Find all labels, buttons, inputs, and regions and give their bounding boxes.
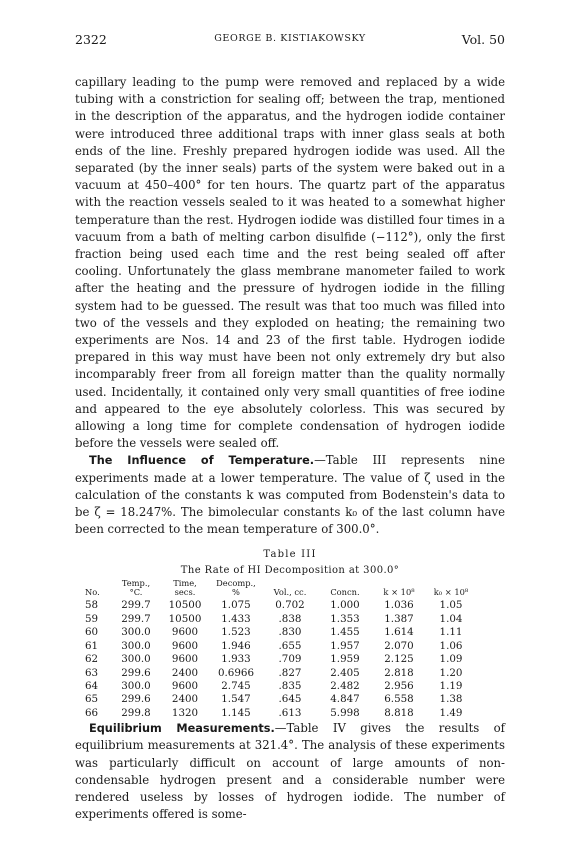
col-header-k: k × 10⁸ (383, 587, 415, 598)
col-header-vol: Vol., cc. (273, 587, 307, 598)
table-cell: 63 (85, 666, 99, 679)
table-body (85, 599, 477, 720)
table-cell: 300.0 (121, 626, 151, 639)
table-cell: .830 (278, 626, 302, 639)
table-row (85, 693, 477, 706)
table-label: Table III (263, 549, 317, 561)
table-cell: 1.49 (439, 706, 463, 719)
col-header-no: No. (85, 587, 100, 598)
table-cell: 1.353 (330, 612, 360, 625)
table-cell: .613 (278, 706, 302, 719)
table-cell: 2.070 (384, 639, 414, 652)
table-cell: 1320 (171, 706, 199, 719)
table-cell: 1.455 (330, 626, 360, 639)
table-cell: .827 (278, 666, 302, 679)
table-row (85, 653, 477, 666)
table-cell: 1.036 (384, 599, 414, 612)
table-cell: 1.20 (439, 666, 463, 679)
table-cell: 1.38 (439, 693, 463, 706)
table-cell: 1.06 (439, 639, 463, 652)
table-row (85, 613, 477, 626)
section-heading-temperature: The Influence of Temperature. (89, 454, 315, 468)
paragraph-temperature (75, 452, 505, 538)
table-cell: 1.959 (330, 653, 360, 666)
table-cell: 6.558 (384, 693, 414, 706)
table-cell: .838 (278, 612, 302, 625)
table-cell: 1.11 (439, 626, 463, 639)
table-cell: 2.405 (330, 666, 360, 679)
table-cell: 2.956 (384, 679, 414, 692)
table-cell: 62 (85, 653, 99, 666)
running-author: GEORGE B. KISTIAKOWSKY (214, 33, 366, 44)
table-cell: 299.7 (121, 612, 151, 625)
table-cell: 1.145 (221, 706, 251, 719)
table-cell: 1.933 (221, 653, 251, 666)
page-number: 2322 (75, 32, 107, 47)
table-cell: 1.09 (439, 653, 463, 666)
table-cell: 299.7 (121, 599, 151, 612)
table-cell: 300.0 (121, 639, 151, 652)
table-row (85, 667, 477, 680)
paragraph-temperature-text: —Table III represents nine experiments made at a lower temperature. The value of ζ used in the calculation of the constants k was computed from Bodenstein's data to be ζ = 18.247%. The bimolecular constants k₀ of the last column have been corrected to the mean temperature of 300.0°. (75, 453, 505, 537)
table-row (85, 626, 477, 639)
table-cell: 64 (85, 679, 99, 692)
table-cell: 1.075 (221, 599, 251, 612)
table-cell: 0.6966 (217, 666, 255, 679)
table-cell: 300.0 (121, 653, 151, 666)
table-cell: 59 (85, 612, 99, 625)
table-row (85, 640, 477, 653)
table-cell: .655 (278, 639, 302, 652)
table-cell: 2400 (171, 666, 199, 679)
volume-label: Vol. 50 (461, 32, 505, 47)
table-cell: 299.8 (121, 706, 151, 719)
table-cell: 4.847 (330, 693, 360, 706)
col-header-temp: Temp., °C. (121, 578, 151, 598)
section-heading-equilibrium: Equilibrium Measurements. (89, 722, 275, 736)
table-cell: 299.6 (121, 666, 151, 679)
table-cell: 1.547 (221, 693, 251, 706)
table-cell: 299.6 (121, 693, 151, 706)
table-header-row (85, 579, 477, 599)
rate-table (85, 579, 477, 720)
table-cell: 0.702 (275, 599, 305, 612)
table-cell: 10500 (168, 599, 202, 612)
table-cell: 2.745 (221, 679, 251, 692)
table-cell: 58 (85, 599, 99, 612)
table-cell: 1.946 (221, 639, 251, 652)
table-row (85, 707, 477, 720)
table-cell: 1.04 (439, 612, 463, 625)
page-header (75, 32, 505, 52)
table-cell: 9600 (171, 679, 199, 692)
table-cell: .709 (278, 653, 302, 666)
table-cell: 1.387 (384, 612, 414, 625)
table-cell: 1.433 (221, 612, 251, 625)
table-cell: 2400 (171, 693, 199, 706)
table-cell: 9600 (171, 639, 199, 652)
table-cell: 1.614 (384, 626, 414, 639)
table-cell: 10500 (168, 612, 202, 625)
table-cell: .645 (278, 693, 302, 706)
col-header-time: Time, secs. (173, 578, 197, 598)
table-cell: 2.125 (384, 653, 414, 666)
table-row (85, 599, 477, 612)
table-cell: 9600 (171, 626, 199, 639)
table-cell: 1.523 (221, 626, 251, 639)
table-cell: 1.957 (330, 639, 360, 652)
table-row (85, 680, 477, 693)
article-body (75, 74, 505, 823)
table-cell: 60 (85, 626, 99, 639)
table-cell: 66 (85, 706, 99, 719)
table-cell: 9600 (171, 653, 199, 666)
table-cell: 8.818 (384, 706, 414, 719)
table-caption: The Rate of HI Decomposition at 300.0° (180, 565, 400, 577)
col-header-decomp: Decomp., % (216, 578, 256, 598)
paragraph-equilibrium-text: —Table IV gives the results of equilibrium measurements at 321.4°. The analysis of these experiments was particularly difficult on account of large amounts of non-condensable hydrogen present and a considerable number were rendered useless by losses of hydrogen iodide. The number of experiments offered is some- (75, 721, 505, 822)
table-cell: 1.19 (439, 679, 463, 692)
table-cell: 5.998 (330, 706, 360, 719)
col-header-concn: Concn. (330, 587, 360, 598)
paragraph-apparatus: capillary leading to the pump were removed and replaced by a wide tubing with a constriction for sealing off; between the trap, mentioned in the description of the apparatus, and the hydrogen iodide container were introduced three additional traps with inner glass seals at both ends of the line. Freshly prepared hydrogen iodide was used. All the separated (by the inner seals) parts of the system were baked out in a vacuum at 450–400° for ten hours. The quartz part of the apparatus with the reaction vessels sealed to it was heated to a somewhat higher temperature than the rest. Hydrogen iodide was distilled four times in a vacuum from a bath of melting carbon disulfide (−112°), only the first fraction being used each time and the rest being sealed off after cooling. Unfortunately the glass membrane manometer failed to work after the heating and the pressure of hydrogen iodide in the filling system had to be guessed. The result was that too much was filled into two of the vessels and they exploded on heating; the remaining two experiments are Nos. 14 and 23 of the first table. Hydrogen iodide prepared in this way must have been not only extremely dry but also incomparably freer from all foreign matter than the quality normally used. Incidentally, it contained only very small quantities of free iodine and appeared to the eye absolutely colorless. This was secured by allowing a long time for complete condensation of hydrogen iodide before the vessels were sealed off. (75, 75, 505, 451)
table-cell: 61 (85, 639, 99, 652)
paragraph-equilibrium (75, 720, 505, 823)
table-cell: .835 (278, 679, 302, 692)
table-cell: 300.0 (121, 679, 151, 692)
table-cell: 2.482 (330, 679, 360, 692)
table-cell: 1.000 (330, 599, 360, 612)
table-cell: 65 (85, 693, 99, 706)
table-cell: 1.05 (439, 599, 463, 612)
table-cell: 2.818 (384, 666, 414, 679)
col-header-k0: k₀ × 10⁸ (433, 587, 469, 598)
